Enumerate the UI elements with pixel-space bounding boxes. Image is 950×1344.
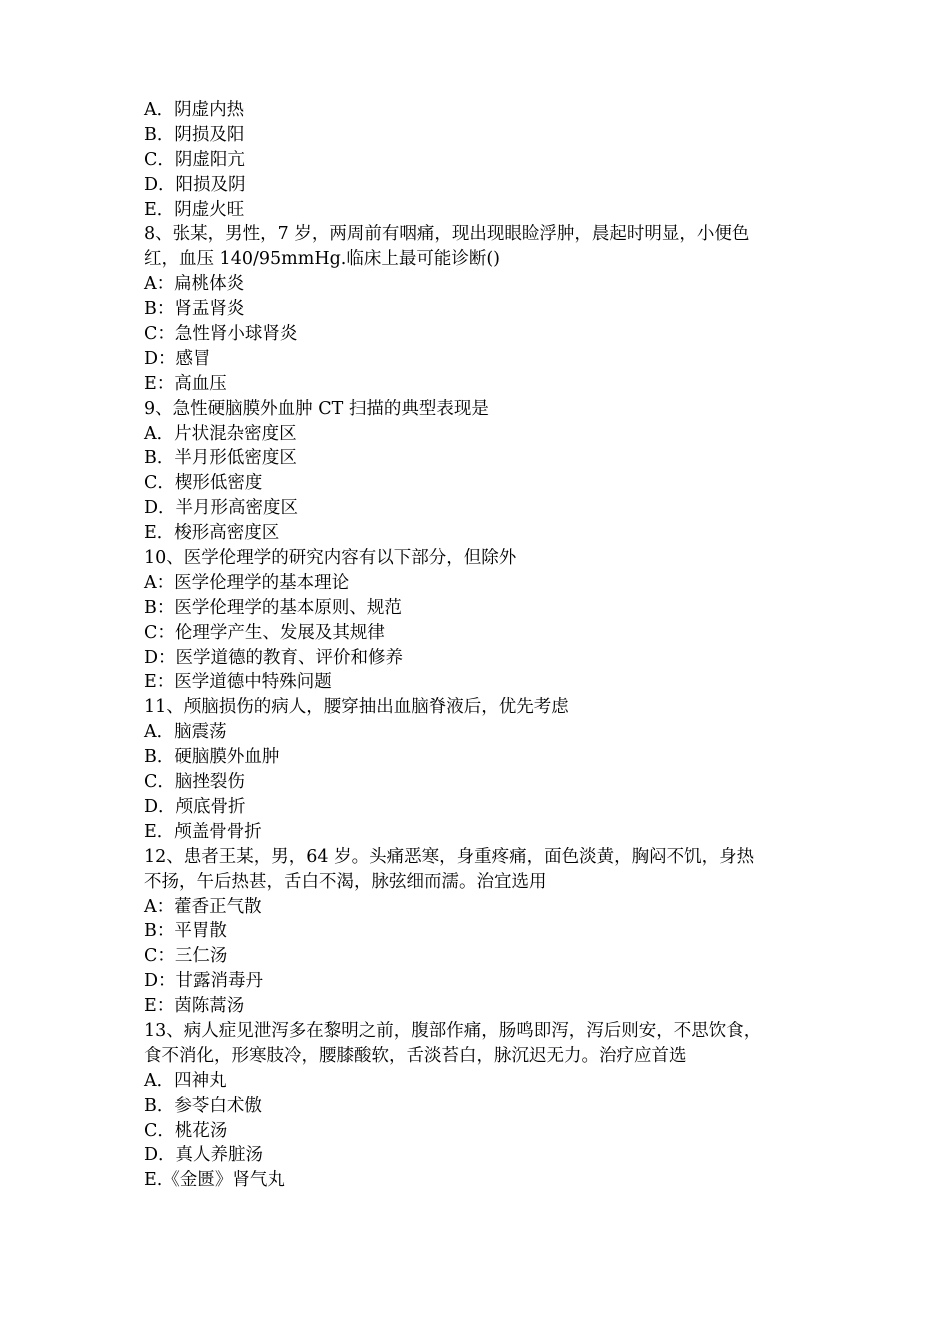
answer-option: E：高血压 <box>144 373 227 394</box>
answer-option: B．硬脑膜外血肿 <box>144 747 280 768</box>
answer-option: B：平胃散 <box>144 921 227 942</box>
answer-option: D：甘露消毒丹 <box>144 971 264 992</box>
answer-option: E．颅盖骨骨折 <box>144 821 262 842</box>
question-stem <box>144 546 808 571</box>
answer-option: C．阴虚阳亢 <box>144 149 245 170</box>
question-text-line: 11、颅脑损伤的病人，腰穿抽出血脑脊液后，优先考虑 <box>144 697 569 718</box>
answer-option: A．脑震荡 <box>144 722 227 743</box>
answer-option: D．半月形高密度区 <box>144 498 299 519</box>
question-text-line: 不扬，午后热甚，舌白不渴，脉弦细而濡。治宜选用 <box>144 871 547 892</box>
answer-option: D．颅底骨折 <box>144 796 246 817</box>
answer-option: B．半月形低密度区 <box>144 448 297 469</box>
answer-option: A：扁桃体炎 <box>144 274 245 295</box>
question-text-line: 红，血压 140/95mmHg.临床上最可能诊断() <box>144 249 500 270</box>
question-text-line: 10、医学伦理学的研究内容有以下部分，但除外 <box>144 548 517 569</box>
answer-option: A．片状混杂密度区 <box>144 423 297 444</box>
answer-option: C：伦理学产生、发展及其规律 <box>144 622 385 643</box>
question-stem <box>144 845 808 895</box>
answer-option: B：医学伦理学的基本原则、规范 <box>144 597 402 618</box>
answer-option: C：急性肾小球肾炎 <box>144 324 298 345</box>
answer-option: B．阴损及阳 <box>144 124 245 145</box>
answer-option: C．脑挫裂伤 <box>144 772 245 793</box>
question-text-line: 9、急性硬脑膜外血肿 CT 扫描的典型表现是 <box>144 398 489 419</box>
answer-option: A：医学伦理学的基本理论 <box>144 572 350 593</box>
answer-option: D．真人养脏汤 <box>144 1145 264 1166</box>
answer-option: E：医学道德中特殊问题 <box>144 672 332 693</box>
answer-option: E．阴虚火旺 <box>144 199 245 220</box>
question-stem <box>144 695 808 720</box>
question-text-line: 8、张某，男性，7 岁，两周前有咽痛，现出现眼睑浮肿，晨起时明显，小便色 <box>144 224 750 245</box>
answer-option: E．梭形高密度区 <box>144 523 280 544</box>
answer-option: A：藿香正气散 <box>144 896 262 917</box>
answer-option: B：肾盂肾炎 <box>144 299 245 320</box>
answer-option: C：三仁汤 <box>144 946 228 967</box>
question-text-line: 13、病人症见泄泻多在黎明之前，腹部作痛，肠鸣即泻，泻后则安，不思饮食， <box>144 1020 762 1041</box>
answer-option: D：感冒 <box>144 348 211 369</box>
answer-option: B．参苓白术傲 <box>144 1095 262 1116</box>
question-stem <box>144 222 808 272</box>
answer-option: D：医学道德的教育、评价和修养 <box>144 647 404 668</box>
answer-option: A．四神丸 <box>144 1070 227 1091</box>
answer-option: D．阳损及阴 <box>144 174 246 195</box>
question-text-line: 食不消化，形寒肢冷，腰膝酸软，舌淡苔白，脉沉迟无力。治疗应首选 <box>144 1045 687 1066</box>
answer-option: A．阴虚内热 <box>144 100 245 120</box>
answer-option: C．桃花汤 <box>144 1120 228 1141</box>
answer-option: C．楔形低密度 <box>144 473 263 494</box>
question-stem <box>144 1019 808 1069</box>
question-stem <box>144 397 808 422</box>
question-text-line: 12、患者王某，男，64 岁。头痛恶寒，身重疼痛，面色淡黄，胸闷不饥，身热 <box>144 846 755 867</box>
answer-option: E：茵陈蒿汤 <box>144 996 245 1017</box>
exam-content <box>144 98 808 1193</box>
answer-option: E.《金匮》肾气丸 <box>144 1170 285 1191</box>
